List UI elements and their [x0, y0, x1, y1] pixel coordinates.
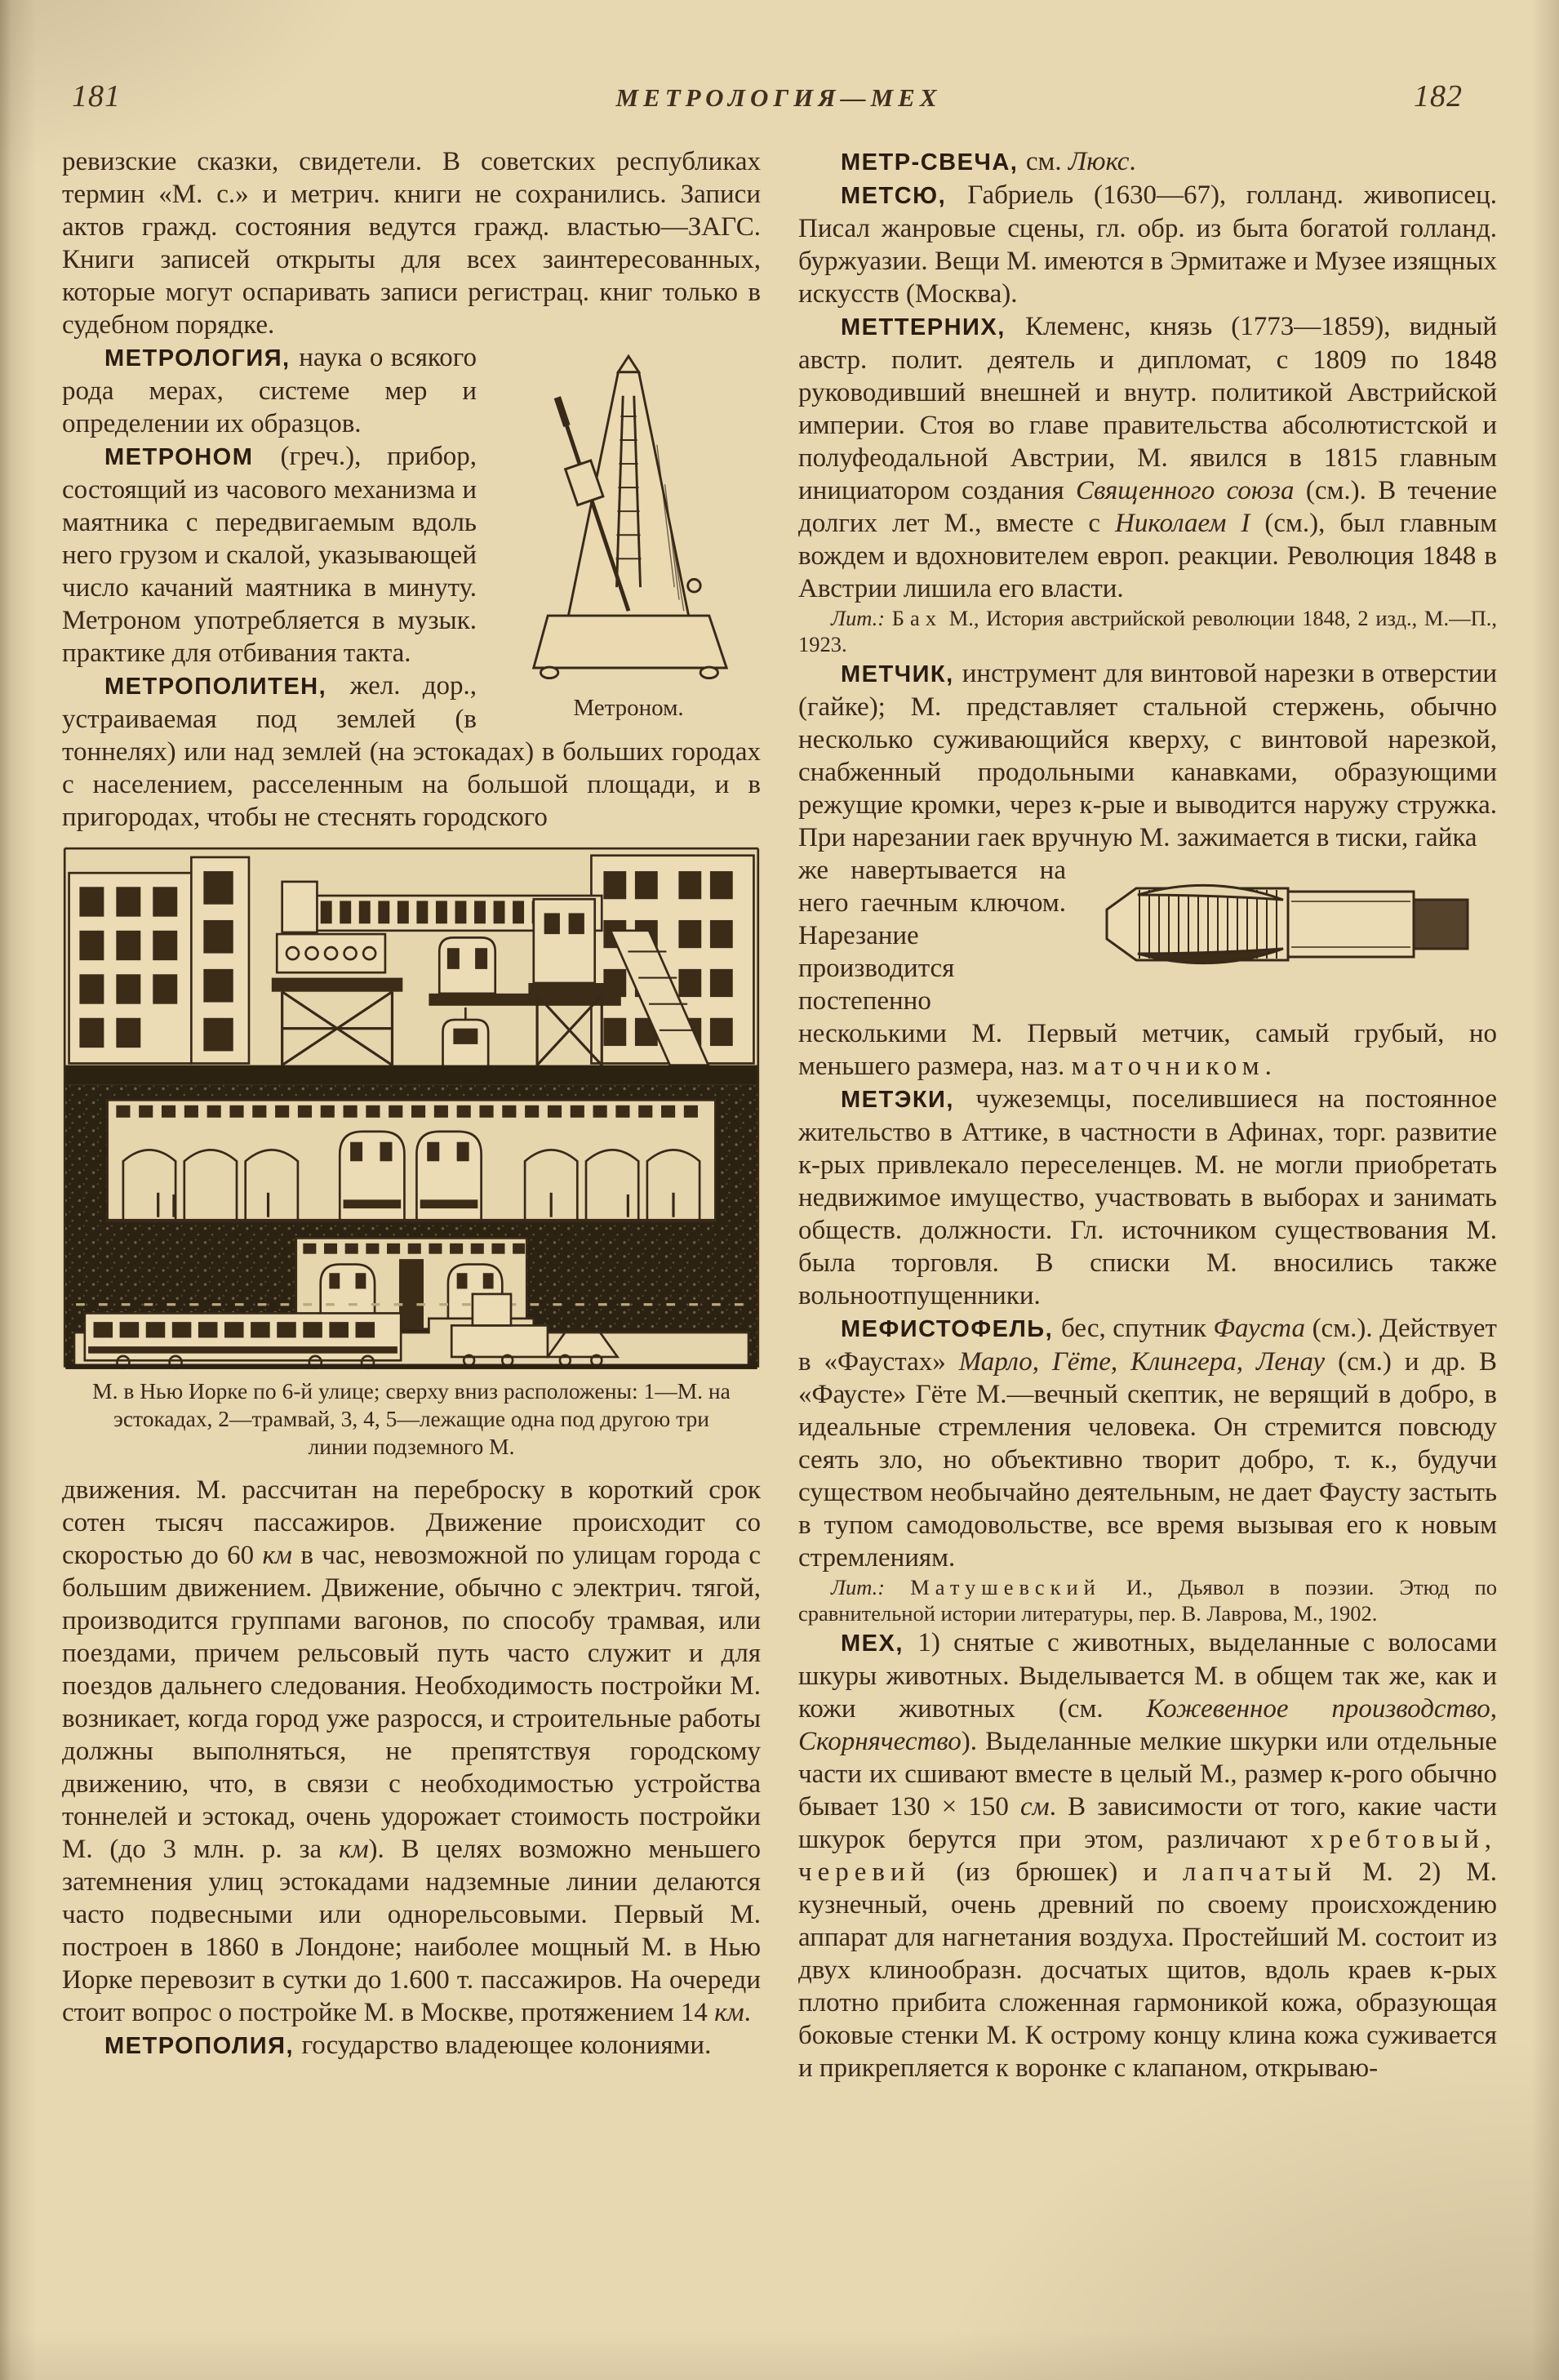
- running-head: [0, 0, 1559, 114]
- metronome-figure: [496, 346, 761, 722]
- entry-mekh: МЕХ, 1) снятые с животных, выделанные с волосами шкуры животных. Выделывается М. в общем так же, как и кожи животных (см. Кожевенное производство, Скорнячество). Выделанные мелкие шкурки или отдельные части их сшивают вместе в целый М., размер к-рого обычно бывает 130 × 150 см. В зависимости от того, какие части шкурок берутся при этом, различают хребтовый, черевий (из брюшек) и лапчатый М. 2) М. кузнечный, очень древний по своему происхождению аппарат для нагнетания воздуха. Простейший М. состоит из двух клинообразн. досчатых щитов, вдоль краев к-рых плотно прибита сложенная гармоникой кожа, образующая боковые стенки М. К острому концу клина кожа суживается и прикрепляется к воронке с клапаном, открываю-: [798, 1628, 1498, 2083]
- entry-meteki: МЕТЭКИ, чужеземцы, поселившиеся на постоянное жительство в Аттике, в частности в Афинах, торг. развитие к-рых привлекало переселенцев. М. не могли приобретать недвижимое имущество, участвовать в выборах и занимать обществ. должности. Гл. источником существования М. была торговля. В списки М. вносились также вольноотпущенники.: [798, 1084, 1497, 1310]
- entry-metropoliten: МЕТРОПОЛИТЕН, жел. дор., устраиваемая под землей (в тоннелях) или над землей (на эстокадах) в больших городах с населением, расселенным на большой площади, и в пригородах, чтобы не стеснять городского: [62, 671, 761, 832]
- metternich-literature: Лит.: Бах М., История австрийской революции 1848, 2 изд., М.—П., 1923.: [798, 606, 1497, 656]
- entry-mefistofel: МЕФИСТОФЕЛЬ, бес, спутник Фауста (см.). Действует в «Фаустах» Марло, Гёте, Клингера, Ленау (см.) и др. В «Фаусте» Гёте М.—вечный скептик, не верящий в добро, в идеальные стремления человека. Он стремится повсюду сеять зло, но объективно творит добро, т. к., будучи существом необычайно деятельным, не дает Фаусту застыть в тупом самодовольстве, все время вызывая его к новым стремлениям.: [798, 1314, 1497, 1573]
- entry-metrologia: МЕТРОЛОГИЯ, наука о всякого рода мерах, системе мер и определении их образцов.: [62, 343, 477, 438]
- page-number-left: 181: [72, 79, 121, 113]
- metronome-illustration: [502, 346, 755, 686]
- entry-metronom: МЕТРОНОМ (греч.), прибор, состоящий из часового механизма и маятника с передвигаемым вдоль него грузом и скалой, указывающей число качаний маятника в минуту. Метроном употребляется в музык. практике для отбивания такта.: [62, 442, 477, 668]
- entry-metternich: МЕТТЕРНИХ, Клеменс, князь (1773—1859), видный австр. полит. деятель и дипломат, с 1809 по 1848 руководивший внешней и внутр. политикой Австрийской империи. Стоя во главе правительства абсолютистской и полуфеодальной Австрии, М. явился в 1815 главным инициатором создания Священного союза (см.). В течение долгих лет М., вместе с Николаем I (см.), был главным вождем и вдохновителем европ. реакции. Революция 1848 в Австрии лишила его власти.: [798, 312, 1498, 603]
- entry-metchik-figure-block: [798, 854, 1497, 1083]
- tap-illustration: [1089, 862, 1497, 986]
- page-header-title: МЕТРОЛОГИЯ—МЕХ: [615, 83, 942, 112]
- metro-figure: [62, 847, 761, 1461]
- mefistofel-literature: Лит.: Матушевский И., Дьявол в поэзии. Этюд по сравнительной истории литературы, пер. В. Лаврова, М., 1902.: [798, 1575, 1498, 1626]
- column-right: [798, 145, 1497, 2084]
- text-columns: [0, 114, 1559, 2084]
- entry-metrologia-metronom-block: [62, 341, 761, 721]
- entry-metr-svecha: МЕТР-СВЕЧА, см. Люкс.: [841, 147, 1136, 176]
- metro-cross-section-illustration: [62, 847, 761, 1369]
- metro-caption: М. в Нью Иорке по 6-й улице; сверху вниз расположены: 1—М. на эстокадах, 2—трамвай, 3, 4, 5—лежащие одна под другою три линии подземного М.: [92, 1378, 731, 1459]
- entry-metsu: МЕТСЮ, Габриель (1630—67), голланд. живописец. Писал жанровые сцены, гл. обр. из быта богатой голланд. буржуазии. Вещи М. имеются в Эрмитаже и Музее изящных искусств (Москва).: [798, 180, 1497, 309]
- entry-metchik: МЕТЧИК, инструмент для винтовой нарезки в отверстии (гайке); М. представляет стальной стержень, обычно несколько суживающийся кверху, с винтовой нарезкой, снабженный продольными канавками, образующими режущие кромки, через к-рые и выводится наружу стружка. При нарезании гаек вручную М. зажимается в тиски, гайка: [798, 659, 1498, 852]
- entry-metropoliten-continuation: движения. М. рассчитан на переброску в короткий срок сотен тысяч пассажиров. Движение происходит со скоростью до 60 км в час, невозможной по улицам города с большим движением. Движение, обычно с электрич. тягой, производится группами вагонов, по способу трамвая, или поездами, причем рельсовый путь часто служит и для поездов дальнего следования. Необходимость постройки М. возникает, когда город уже разросся, и строительные работы должны выполняться, не препятствуя городскому движению, что, в связи с необходимостью устройства тоннелей и эстокад, очень удорожает стоимость постройки М. (до 3 млн. р. за км). В целях возможно меньшего затемнения улиц эстокадами надземные линии делаются часто подвесными или однорельсовыми. Первый М. построен в 1860 в Лондоне; наиболее мощный М. в Нью Иорке перевозит в сутки до 1.600 т. пассажиров. На очереди стоит вопрос о постройке М. в Москве, протяжением 14 км.: [62, 1475, 761, 2027]
- entry-metchik-continuation: же навертывается на него гаечным ключом. Нарезание производится постепенно несколькими М. Первый метчик, самый грубый, но меньшего размера, наз. маточником.: [798, 856, 1497, 1081]
- column-left: [62, 145, 761, 2084]
- tap-figure: [1089, 862, 1497, 986]
- paragraph-metric-books-continuation: ревизские сказки, свидетели. В советских республиках термин «М. с.» и метрич. книги не сохранились. Записи актов гражд. состояния ведутся гражд. властью—ЗАГС. Книги записей открыты для всех заинтересованных, которые могут оспаривать записи регистрац. книг только в судебном порядке.: [62, 147, 761, 340]
- entry-metropolia: МЕТРОПОЛИЯ, государство владеющее колониями.: [104, 2031, 712, 2060]
- metronome-caption: Метроном.: [573, 695, 684, 721]
- page-number-right: 182: [1414, 79, 1463, 113]
